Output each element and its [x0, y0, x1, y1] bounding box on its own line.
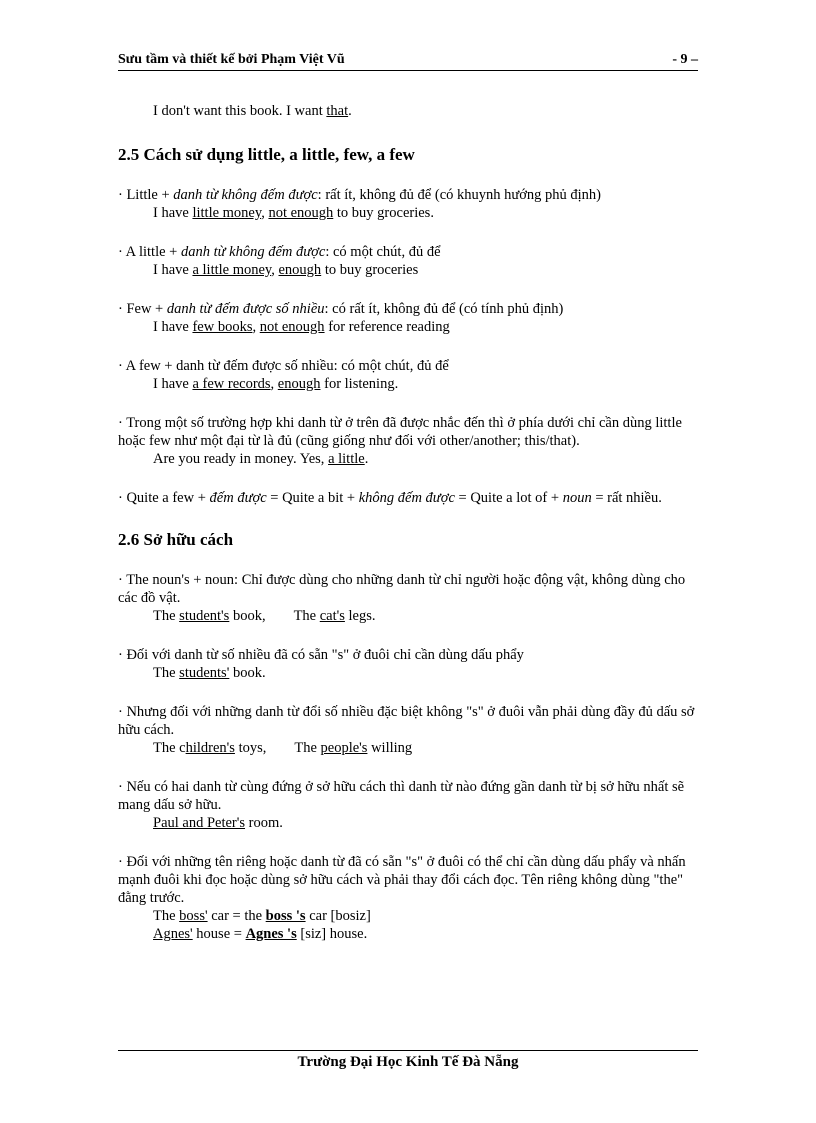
rule-a-few: · A few + danh từ đếm được số nhiều: có một chút, đủ để I have a few records, enough for listening. — [118, 358, 449, 392]
rule-pronoun-use: · Trong một số trường hợp khi danh từ ở trên đã được nhắc đến thì ở phía dưới chỉ cần dùng little hoặc few như một đại từ là đủ (cũng giống như đối với other/another; this/that). Are you ready in money. Yes, a little. — [118, 415, 682, 467]
rule-few: · Few + danh từ đếm được số nhiều: có rất ít, không đủ để (có tính phủ định) I have few books, not enough for reference reading — [118, 301, 564, 335]
page-body — [118, 102, 698, 964]
header-author: Sưu tầm và thiết kế bởi Phạm Việt Vũ — [118, 52, 345, 67]
rule-two-nouns: · Nếu có hai danh từ cùng đứng ở sở hữu cách thì danh từ nào đứng gần danh từ bị sở hữu nhất sẽ mang dấu sở hữu. Paul and Peter's room. — [118, 779, 685, 831]
section-title-2-6: 2.6 Sở hữu cách — [118, 530, 234, 549]
section-title-2-5: 2.5 Cách sử dụng little, a little, few, a few — [118, 145, 415, 164]
rule-irregular-plural: · Nhưng đối với những danh từ đổi số nhiều đặc biệt không "s" ở đuôi vẫn phải dùng đầy đủ dấu sở hữu cách. The children's toys, The people's willing — [118, 704, 695, 756]
footer-divider — [118, 1050, 698, 1051]
rule-little: · Little + danh từ không đếm được: rất ít, không đủ để (có khuynh hướng phủ định) I have little money, not enough to buy groceries. — [118, 187, 602, 221]
intro-example: I don't want this book. I want that. — [153, 103, 352, 119]
rule-proper-names: · Đối với những tên riêng hoặc danh từ đã có sẵn "s" ở đuôi có thể chỉ cần dùng dấu phẩy và nhấn mạnh đuôi khi đọc hoặc dùng sở hữu cách và phải thay đổi cách đọc. Tên riêng không dùng "the" đằng trước. The boss' car = the boss 's car [bosiz] Agnes' house = Agnes 's [siz] house. — [118, 854, 686, 942]
page-header — [118, 52, 698, 71]
rule-quite-a-few: · Quite a few + đếm được = Quite a bit + không đếm được = Quite a lot of + noun = rất nhiều. — [118, 490, 662, 506]
page-footer: Trường Đại Học Kinh Tế Đà Nẵng — [297, 1054, 519, 1070]
rule-a-little: · A little + danh từ không đếm được: có một chút, đủ để I have a little money, enough to buy groceries — [118, 244, 441, 278]
rule-plural-s: · Đối với danh từ số nhiều đã có sẵn "s" ở đuôi chỉ cần dùng dấu phẩy The students' book. — [118, 647, 524, 681]
rule-noun-possessive: · The noun's + noun: Chỉ được dùng cho những danh từ chỉ người hoặc động vật, không dùng cho các đồ vật. The student's book, The cat's legs. — [118, 572, 686, 624]
page-number: - 9 – — [672, 52, 698, 67]
